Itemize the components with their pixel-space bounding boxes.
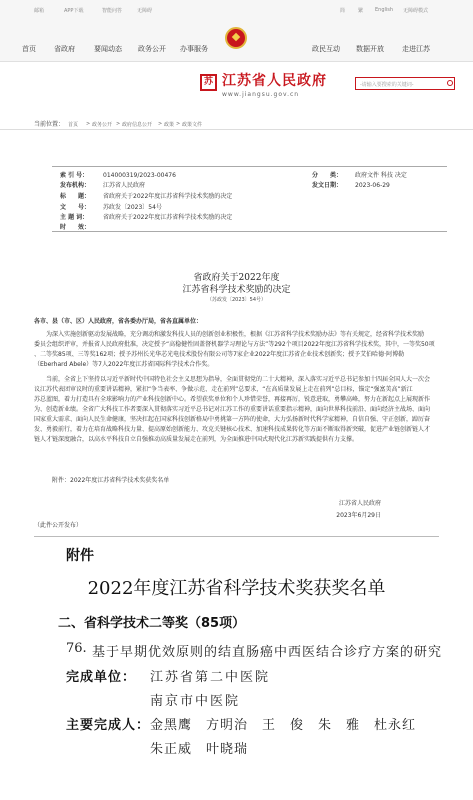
topbar-link-qa[interactable]: 智能问答 [102,8,123,14]
paragraph-line: 发、勇毅前行，着力在培育战略科技力量、提高原始创新能力、攻克关键核心技术、加速科技成果转化等方面不断取得新突破，促进产业链创新链人才 [34,426,431,433]
paragraph-line: 为深入实施创新驱动发展战略，充分调动和激发科技人员的创新创业积极性，根据《江苏省科学技术奖励办法》等有关规定，经省科学技术奖励 [34,331,425,338]
paragraph-line: 委员会组织评审，并报省人民政府批准，决定授予“高稳健性固盖督机器学习理论与方法”等292个项目2022年度江苏省科学技术奖，其中，一等奖50项 [34,341,435,348]
meta-key: 发布机构： [60,182,91,189]
unit-name: 江苏省第二中医院 [150,670,271,685]
document-number: （苏政发〔2023〕54号） [206,297,267,303]
paragraph-line: 为、创造新业绩。全省广大科技工作者要深入贯彻落实习近平总书记对江苏工作的重要讲话重要指示精神，面向世界科技前沿、面向经济主战场、面向 [34,406,431,413]
paragraph-line: 苏总蓝图，着力打造具有全球影响力的产业科技创新中心。希望获奖单位和个人珍惜荣誉，再接再厉，锐意进取，勇攀高峰，努力在新起点上展现新作 [34,396,431,403]
breadcrumb-sep: > [116,121,121,127]
nav-news[interactable]: 要闻动态 [94,45,122,53]
topbar-link-barrier-free[interactable]: 无障碍模式 [403,8,429,14]
meta-docno [60,202,162,211]
breadcrumb-affairs[interactable]: 政务公开 [92,122,113,128]
units-label: 完成单位： [66,670,137,685]
meta-value: 江苏省人民政府 [103,182,146,189]
meta-value: 014000319/2023-00476 [103,172,176,179]
meta-value: 苏政发〔2023〕54号 [103,204,162,211]
paragraph-line: 、二等奖85项、三等奖162项；授予苏州长光华芯光电技术股份有限公司等7家企业2022年度江苏省企业技术创新奖；授予艾伯哈德·阿博勒 [34,351,405,358]
site-logo-icon[interactable]: 苏 [200,74,217,91]
breadcrumb-home[interactable]: 首页 [68,122,79,128]
meta-key: 主 题 词： [60,214,89,221]
meta-category [312,170,407,179]
topbar-link-simplified[interactable]: 简 [340,8,346,14]
item-number: 76. [66,641,87,656]
meta-keywords [60,212,232,221]
meta-validity [60,222,103,231]
site-title[interactable]: 江苏省人民政府 [222,73,327,89]
nav-open-data[interactable]: 数据开放 [356,45,384,53]
breadcrumb-sep: > [86,121,91,127]
salutation: 各市、县（市、区）人民政府，省各委办厅局，省各直属单位： [34,318,203,325]
unit-name: 南京市中医院 [150,694,241,709]
search-input[interactable]: -请输入要搜索的关键词- [355,77,455,90]
topbar-link-english[interactable]: English [375,7,394,13]
sign-date: 2023年6月29日 [336,512,381,519]
topbar-link-mail[interactable]: 邮箱 [34,8,45,14]
publish-note: （此件公开发布） [34,522,83,529]
meta-key: 标 题： [60,193,91,200]
meta-key: 分 类： [312,172,343,179]
paragraph-line: （Eberhard Abele）等7人2022年度江苏省国际科学技术合作奖。 [34,361,214,368]
meta-key: 时 效： [60,224,91,231]
breadcrumb-sep: > [176,121,181,127]
annex-label: 附件 [66,548,94,564]
meta-org [60,180,145,189]
breadcrumb-policy-docs[interactable]: 政策文件 [182,122,203,128]
document-title-line1: 省政府关于2022年度 [193,273,280,283]
topbar-link-traditional[interactable]: 繁 [358,8,364,14]
meta-key: 发文日期： [312,182,343,189]
item-title: 基于早期优效原则的结直肠癌中西医结合诊疗方案的研究 [92,645,443,660]
attachment-link[interactable]: 附件：2022年度江苏省科学技术奖获奖名单 [52,477,170,484]
nav-services[interactable]: 办事服务 [180,45,208,53]
meta-key: 索 引 号： [60,172,89,179]
meta-value: 省政府关于2022年度江苏省科学技术奖励的决定 [103,214,233,221]
meta-index [60,170,176,179]
people-line: 朱正威 叶晓瑞 [150,742,249,757]
national-emblem-icon [225,27,247,49]
people-line: 金黑鹰 方明治 王 俊 朱 雅 杜永红 [150,718,417,733]
nav-jiangsu[interactable]: 走进江苏 [402,45,430,53]
divider [34,536,439,537]
signer: 江苏省人民政府 [338,500,381,507]
paragraph-line: 当前，全省上下坚持以习近平新时代中国特色社会主义思想为指导，全面贯彻党的二十大精神，深入落实习近平总书记参加十四届全国人大一次会 [34,376,431,383]
paragraph-line: 国家重大需求、面向人民生命健康，坚决扛起在国家科技创新格局中勇挑第一方阵的使命，大力弘扬新时代科学家精神，自信自强、守正创新，踔厉奋 [34,416,431,423]
nav-interaction[interactable]: 政民互动 [312,45,340,53]
search-icon[interactable] [447,80,453,86]
topbar-link-app[interactable]: APP下载 [64,8,84,14]
document-title-line2: 江苏省科学技术奖励的决定 [182,285,291,295]
meta-value: 省政府关于2022年度江苏省科学技术奖励的决定 [103,193,233,200]
section-heading: 二、省科学技术二等奖（85项） [58,616,246,631]
annex-title: 2022年度江苏省科学技术奖获奖名单 [87,578,386,599]
nav-home[interactable]: 首页 [22,45,36,53]
meta-title [60,191,232,200]
topbar-link-accessibility[interactable]: 无障碍 [137,8,153,14]
nav-government[interactable]: 省政府 [54,45,75,53]
site-url: www.jiangsu.gov.cn [222,91,300,98]
breadcrumb-policy[interactable]: 政策 [164,122,175,128]
breadcrumb-info-open[interactable]: 政府信息公开 [122,122,153,128]
breadcrumb-label: 当前位置： [34,121,65,128]
meta-value: 2023-06-29 [355,182,390,189]
meta-key: 文 号： [60,204,91,211]
nav-affairs[interactable]: 政务公开 [138,45,166,53]
paragraph-line: 议江苏代表团审议时的重要讲话精神，紧扣“争当表率、争做示范、走在前列”总要求，“在高质量发展上走在前列”总目标，锚定“强富美高”新江 [34,386,413,393]
paragraph-line: 链人才链深度融合，以高水平科技自立自强推动高质量发展走在前列，为全面推进中国式现代化江苏新实践提供有力支撑。 [34,436,359,443]
breadcrumb-sep: > [158,121,163,127]
people-label: 主要完成人： [66,718,151,733]
meta-value: 政府文件 科技 决定 [355,172,407,179]
meta-date [312,180,390,189]
